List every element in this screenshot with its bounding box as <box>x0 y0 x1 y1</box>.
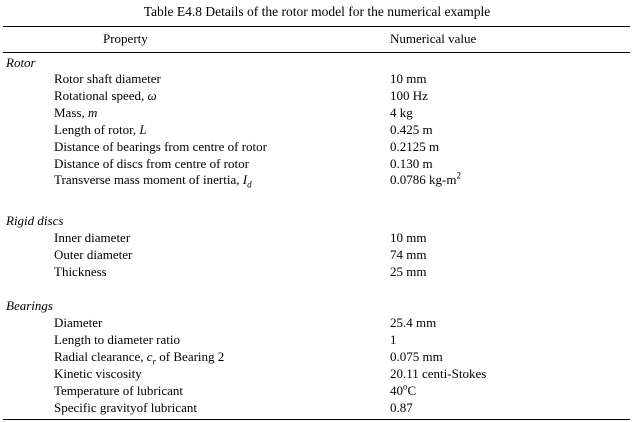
symbol-subscript: r <box>152 356 157 367</box>
property-cell <box>54 247 132 263</box>
value-text: 0.075 mm <box>390 348 443 364</box>
property-cell <box>54 88 157 104</box>
table-row <box>0 139 634 156</box>
property-cell <box>54 172 252 188</box>
value-text-after: C <box>407 382 417 398</box>
table-row <box>0 88 634 105</box>
table-row <box>0 172 634 189</box>
property-cell <box>54 156 249 172</box>
property-cell <box>54 71 161 87</box>
value-text: 1 <box>390 331 397 347</box>
property-text: Diameter <box>54 315 103 330</box>
property-text: Specific gravityof lubricant <box>54 399 197 415</box>
property-cell <box>54 230 130 246</box>
property-text: Radial clearance, <box>54 348 147 364</box>
table-row <box>0 71 634 88</box>
table-caption: Table E4.8 Details of the rotor model for the numerical example <box>143 4 491 19</box>
table-row <box>0 247 634 264</box>
table-row <box>0 332 634 349</box>
property-cell <box>54 264 107 280</box>
value-text: 100 Hz <box>390 87 428 103</box>
section-title: Rigid discs <box>6 213 64 228</box>
property-symbol: m <box>87 104 98 120</box>
value-cell <box>390 383 416 399</box>
property-text: Length of rotor, <box>54 121 140 137</box>
value-text: 0.425 m <box>390 121 433 137</box>
property-cell <box>54 139 267 155</box>
table-row <box>0 105 634 122</box>
value-text: 25.4 mm <box>390 315 437 330</box>
property-text: Length to diameter ratio <box>54 331 180 347</box>
value-cell <box>390 172 461 188</box>
top-rule <box>3 26 630 27</box>
property-symbol: L <box>139 121 147 137</box>
value-cell <box>390 400 413 416</box>
property-text: Mass, <box>54 104 88 120</box>
property-cell <box>54 400 197 416</box>
value-cell <box>390 230 426 246</box>
property-text: Distance of discs from centre of rotor <box>54 155 249 171</box>
table-row <box>0 383 634 400</box>
table-row <box>0 230 634 247</box>
section-title: Rotor <box>6 55 36 70</box>
property-text: Kinetic viscosity <box>54 365 142 381</box>
value-text: 74 mm <box>390 246 427 262</box>
value-text: 10 mm <box>390 71 427 86</box>
value-text: 0.2125 m <box>390 138 440 154</box>
table-row <box>0 156 634 173</box>
table-row <box>0 366 634 383</box>
property-text: Rotational speed, <box>54 87 148 103</box>
table-row <box>0 122 634 139</box>
value-text: 0.87 <box>390 399 413 415</box>
value-cell <box>390 264 426 280</box>
value-cell <box>390 315 436 331</box>
property-text: Outer diameter <box>54 246 133 262</box>
property-text: Rotor shaft diameter <box>54 71 161 86</box>
property-text: Distance of bearings from centre of rotor <box>54 138 267 154</box>
property-cell <box>54 332 180 348</box>
value-cell <box>390 332 397 348</box>
property-text: Inner diameter <box>54 230 131 245</box>
value-cell <box>390 349 443 365</box>
property-cell <box>54 105 97 121</box>
bottom-rule <box>3 419 630 420</box>
header-rule <box>3 52 630 53</box>
value-cell <box>390 366 486 382</box>
table-row <box>0 400 634 417</box>
value-text: 25 mm <box>390 263 427 279</box>
property-symbol: c <box>146 348 153 364</box>
property-cell <box>54 349 224 365</box>
value-cell <box>390 139 439 155</box>
table-row <box>0 349 634 366</box>
property-cell <box>54 122 147 138</box>
property-cell <box>54 383 183 399</box>
property-text: Temperature of lubricant <box>54 382 184 398</box>
value-cell <box>390 247 426 263</box>
value-cell <box>390 88 428 104</box>
property-cell <box>54 366 142 382</box>
value-cell <box>390 105 413 121</box>
property-symbol: ω <box>147 87 157 103</box>
symbol-subscript: d <box>247 179 252 190</box>
property-cell <box>54 315 102 331</box>
value-text: 40 <box>390 382 403 398</box>
value-cell <box>390 71 426 87</box>
property-text: Transverse mass moment of inertia, <box>54 172 243 188</box>
value-cell <box>390 156 433 172</box>
header-value: Numerical value <box>390 31 477 46</box>
header-property: Property <box>103 31 148 46</box>
property-text-after: of Bearing 2 <box>156 348 225 364</box>
value-superscript: o <box>403 381 408 392</box>
value-text: 0.0786 kg-m <box>390 172 457 188</box>
table-row <box>0 315 634 332</box>
property-text: Thickness <box>54 263 107 279</box>
value-text: 0.130 m <box>390 155 433 171</box>
section-title: Bearings <box>6 298 53 313</box>
table-row <box>0 264 634 281</box>
value-cell <box>390 122 433 138</box>
property-symbol: I <box>242 172 248 188</box>
value-text: 10 mm <box>390 230 427 245</box>
value-text: 4 kg <box>390 104 413 120</box>
value-superscript: 2 <box>456 171 461 182</box>
value-text: 20.11 centi-Stokes <box>390 365 487 381</box>
